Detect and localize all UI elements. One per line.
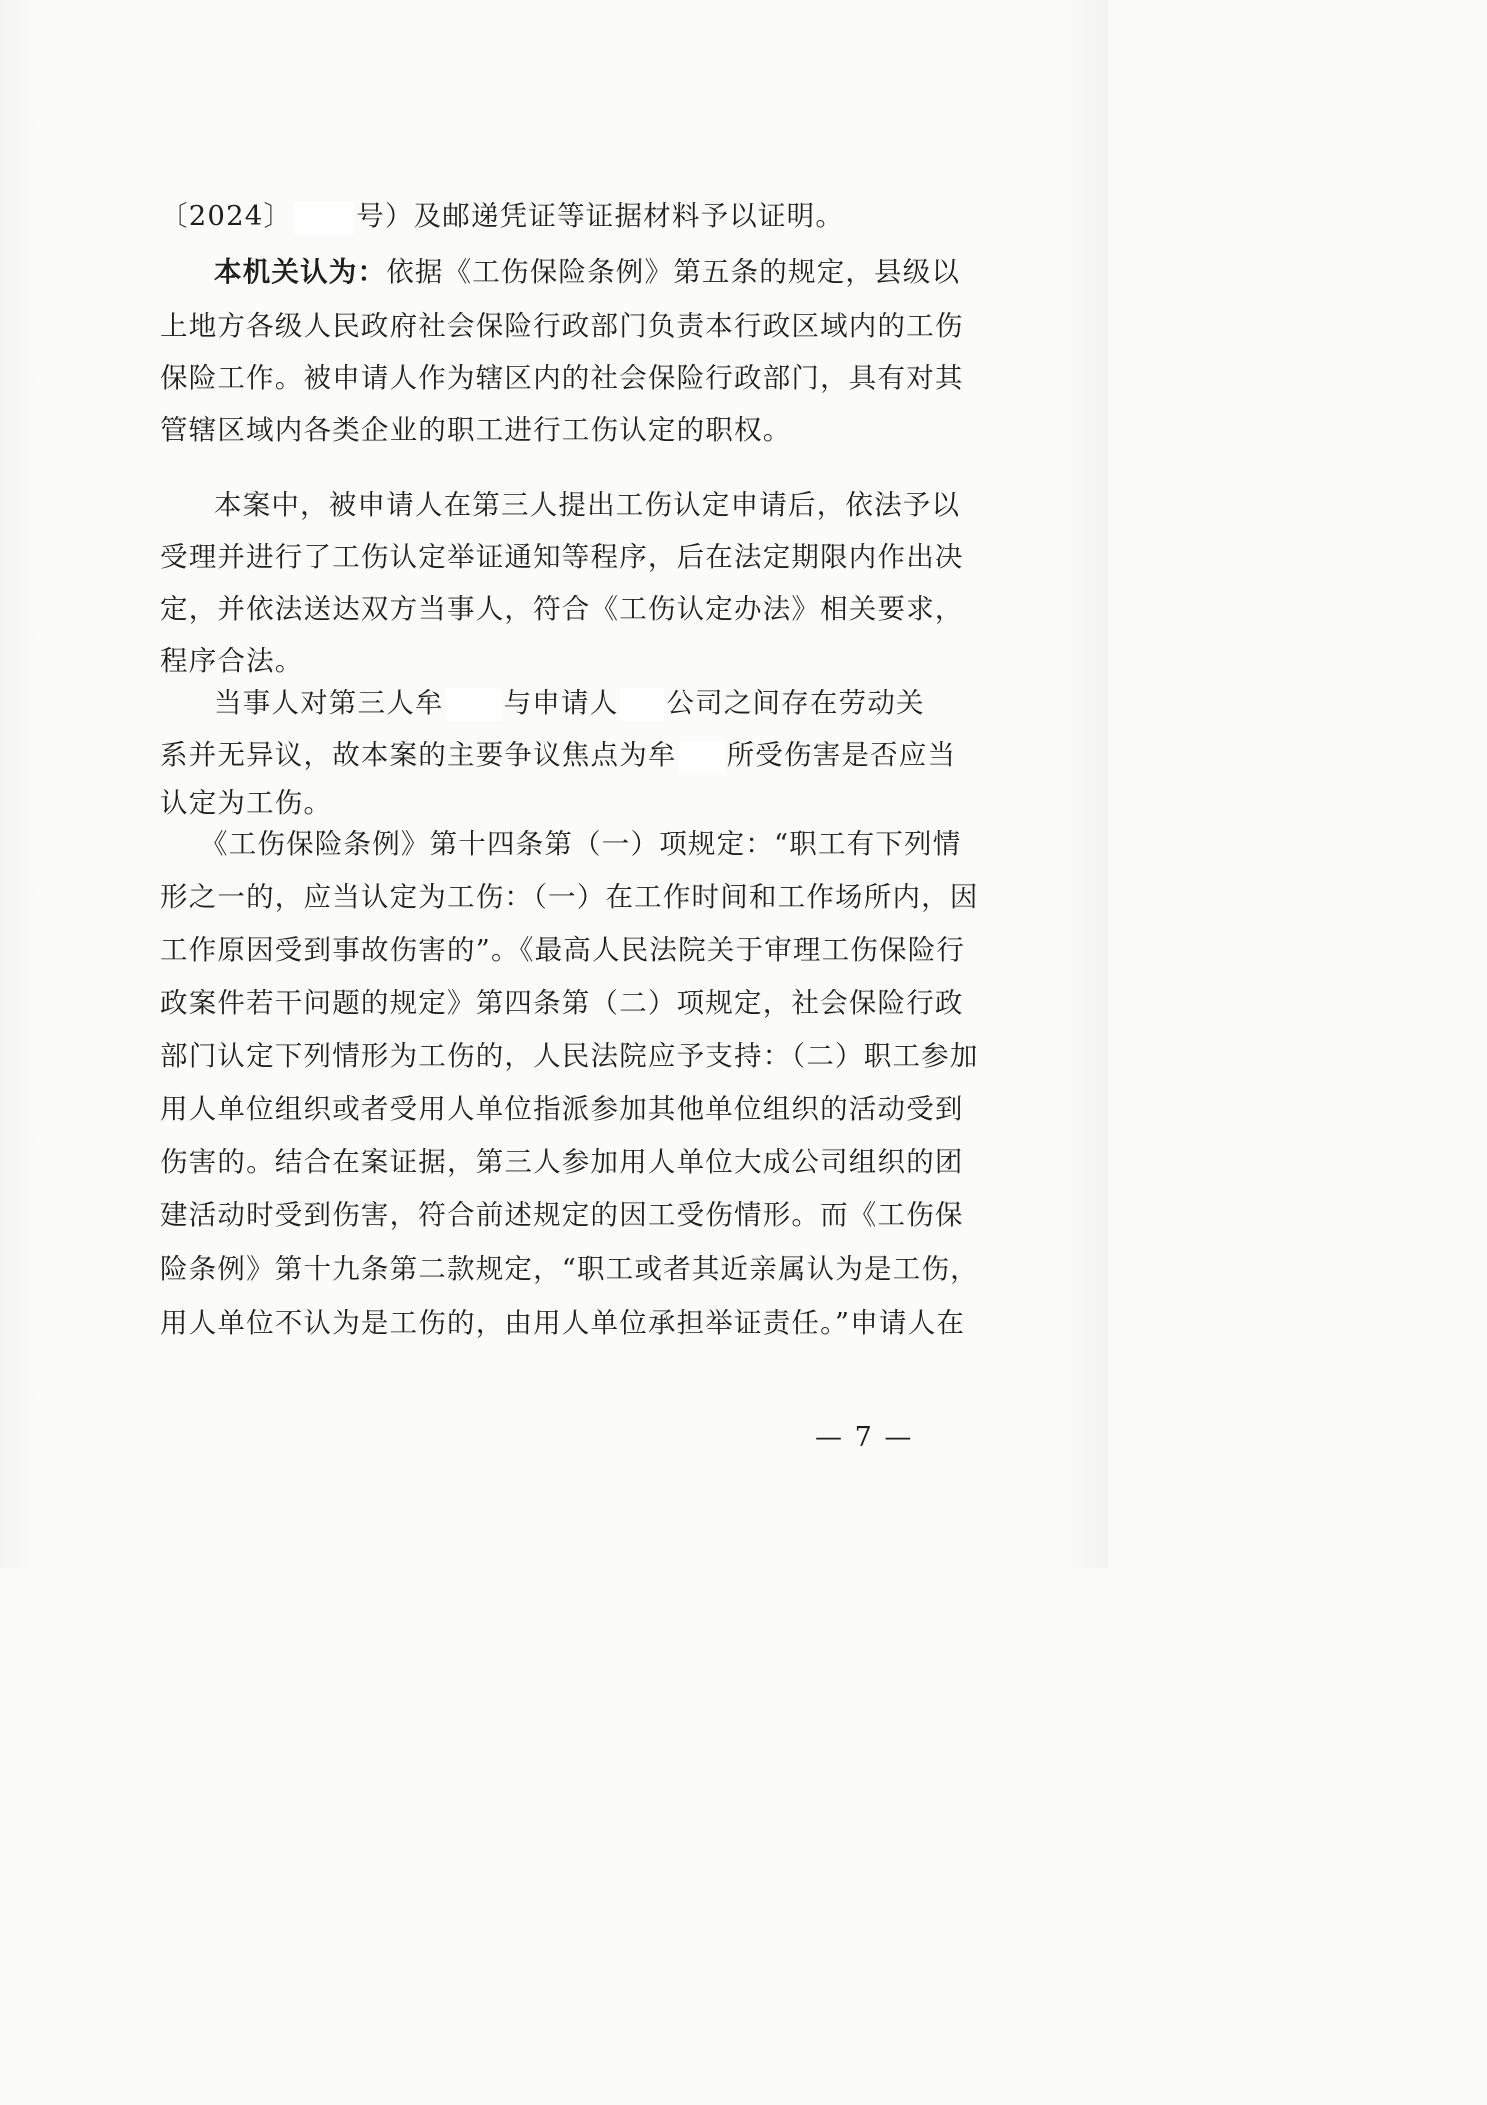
redaction-block xyxy=(294,202,354,234)
text-line: 伤害的。结合在案证据，第三人参加用人单位大成公司组织的团 xyxy=(160,1146,964,1178)
text-line xyxy=(214,683,980,723)
text-line: 建活动时受到伤害，符合前述规定的因工受伤情形。而《工伤保 xyxy=(160,1199,964,1231)
case-year: 〔2024〕 xyxy=(160,200,293,232)
text-line: 用人单位不认为是工伤的，由用人单位承担举证责任。”申请人在 xyxy=(160,1307,966,1339)
text-line xyxy=(160,196,980,236)
text-line: 保险工作。被申请人作为辖区内的社会保险行政部门，具有对其 xyxy=(160,362,964,394)
text-line: 政案件若干问题的规定》第四条第（二）项规定，社会保险行政 xyxy=(160,987,964,1019)
text-line: 受理并进行了工伤认定举证通知等程序，后在法定期限内作出决 xyxy=(160,541,964,573)
text-line: 定，并依法送达双方当事人，符合《工伤认定办法》相关要求， xyxy=(160,593,964,625)
text-line xyxy=(214,252,980,292)
text-line: 部门认定下列情形为工伤的，人民法院应予支持：（二）职工参加 xyxy=(160,1040,979,1072)
text-segment: 号）及邮递凭证等证据材料予以证明。 xyxy=(356,200,845,232)
text-line: 认定为工伤。 xyxy=(160,787,333,819)
text-segment: 公司之间存在劳动关 xyxy=(666,687,925,719)
redaction-block xyxy=(620,689,664,721)
text-segment: 系并无异议，故本案的主要争议焦点为牟 xyxy=(160,739,677,771)
text-line: 用人单位组织或者受用人单位指派参加其他单位组织的活动受到 xyxy=(160,1093,964,1125)
text-line: 《工伤保险条例》第十四条第（一）项规定：“职工有下列情 xyxy=(200,828,962,860)
text-line: 上地方各级人民政府社会保险行政部门负责本行政区域内的工伤 xyxy=(160,310,964,342)
text-line: 本案中，被申请人在第三人提出工伤认定申请后，依法予以 xyxy=(214,489,961,521)
redaction-block xyxy=(679,741,725,773)
text-line: 形之一的，应当认定为工伤：（一）在工作时间和工作场所内，因 xyxy=(160,881,979,913)
text-segment: 依据《工伤保险条例》第五条的规定，县级以 xyxy=(386,256,961,288)
text-line: 管辖区域内各类企业的职工进行工伤认定的职权。 xyxy=(160,414,792,446)
text-segment: 与申请人 xyxy=(503,687,619,719)
text-line xyxy=(160,735,980,775)
text-segment: 所受伤害是否应当 xyxy=(726,739,957,771)
text-line: 程序合法。 xyxy=(160,645,304,677)
text-line: 险条例》第十九条第二款规定，“职工或者其近亲属认为是工伤， xyxy=(160,1253,979,1285)
page-number: — 7 — xyxy=(815,1422,914,1453)
section-label: 本机关认为： xyxy=(214,256,387,288)
redaction-block xyxy=(446,689,502,721)
text-segment: 当事人对第三人牟 xyxy=(214,687,444,719)
text-line: 工作原因受到事故伤害的”。《最高人民法院关于审理工伤保险行 xyxy=(160,934,966,966)
